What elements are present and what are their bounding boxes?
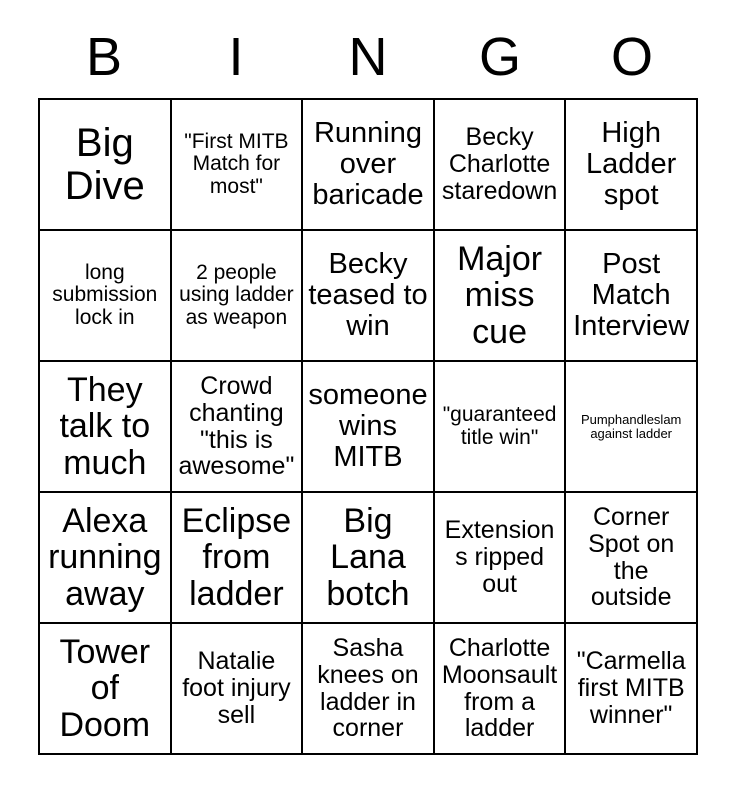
bingo-cell-label: 2 people using ladder as weapon — [179, 260, 294, 329]
bingo-cell-label: Big Lana botch — [326, 501, 410, 613]
bingo-header — [38, 28, 698, 86]
bingo-cell[interactable] — [435, 624, 567, 755]
bingo-cell-label: Big Dive — [64, 120, 145, 208]
bingo-cell-label: Crowd chanting "this is awesome" — [178, 372, 295, 481]
bingo-cell-label: Natalie foot injury sell — [182, 647, 291, 729]
bingo-cell[interactable] — [303, 100, 435, 231]
bingo-cell[interactable] — [172, 624, 304, 755]
header-letter-g: G — [478, 27, 521, 87]
bingo-cell[interactable] — [303, 624, 435, 755]
bingo-cell[interactable] — [566, 624, 698, 755]
bingo-cell-label: Tower of Doom — [59, 632, 151, 744]
bingo-cell-label: "guaranteed title win" — [442, 403, 557, 449]
bingo-cell[interactable] — [303, 493, 435, 624]
bingo-cell-label: High Ladder spot — [586, 116, 677, 211]
bingo-cell[interactable] — [566, 493, 698, 624]
bingo-cell-label: long submission lock in — [52, 260, 158, 329]
bingo-row — [40, 100, 698, 231]
bingo-cell-label: Running over baricade — [312, 116, 424, 211]
bingo-row — [40, 362, 698, 493]
bingo-cell-label: someone wins MITB — [308, 378, 428, 473]
bingo-cell[interactable] — [566, 100, 698, 231]
header-letter-n: N — [348, 27, 388, 87]
header-letter-o: O — [610, 27, 653, 87]
bingo-cell-label: Extensions ripped out — [444, 516, 555, 598]
bingo-row — [40, 624, 698, 755]
bingo-cell-label: Eclipse from ladder — [181, 501, 292, 613]
bingo-cell-label: Alexa running away — [48, 501, 162, 613]
bingo-cell-label: "Carmella first MITB winner" — [576, 647, 686, 729]
bingo-cell-label: Becky teased to win — [308, 247, 428, 342]
bingo-cell[interactable] — [172, 100, 304, 231]
bingo-cell[interactable] — [40, 624, 172, 755]
bingo-cell[interactable] — [303, 362, 435, 493]
bingo-cell-label: Becky Charlotte staredown — [441, 123, 558, 205]
bingo-cell[interactable] — [435, 493, 567, 624]
bingo-cell[interactable] — [303, 231, 435, 362]
bingo-cell[interactable] — [172, 231, 304, 362]
bingo-cell[interactable] — [172, 362, 304, 493]
bingo-cell-label: Corner Spot on the outside — [588, 503, 675, 612]
bingo-row — [40, 493, 698, 624]
bingo-cell[interactable] — [435, 231, 567, 362]
bingo-cell[interactable] — [172, 493, 304, 624]
header-letter-b: B — [85, 27, 123, 87]
bingo-cell[interactable] — [435, 100, 567, 231]
header-letter-i: I — [228, 27, 244, 87]
bingo-cell-label: They talk to much — [59, 370, 151, 482]
bingo-cell[interactable] — [40, 231, 172, 362]
bingo-cell-label: Charlotte Moonsault from a ladder — [441, 634, 558, 743]
bingo-cell-label: "First MITB Match for most" — [184, 129, 289, 198]
bingo-cell[interactable] — [40, 362, 172, 493]
bingo-cell[interactable] — [435, 362, 567, 493]
bingo-cell[interactable] — [566, 231, 698, 362]
bingo-cell[interactable] — [40, 100, 172, 231]
bingo-cell[interactable] — [40, 493, 172, 624]
bingo-cell[interactable] — [566, 362, 698, 493]
bingo-grid — [38, 98, 698, 755]
bingo-cell-label: Pumphandleslam against ladder — [580, 411, 682, 441]
bingo-cell-label: Post Match Interview — [573, 247, 690, 342]
bingo-row — [40, 231, 698, 362]
bingo-cell-label: Sasha knees on ladder in corner — [317, 634, 419, 743]
bingo-cell-label: Major miss cue — [457, 239, 543, 351]
